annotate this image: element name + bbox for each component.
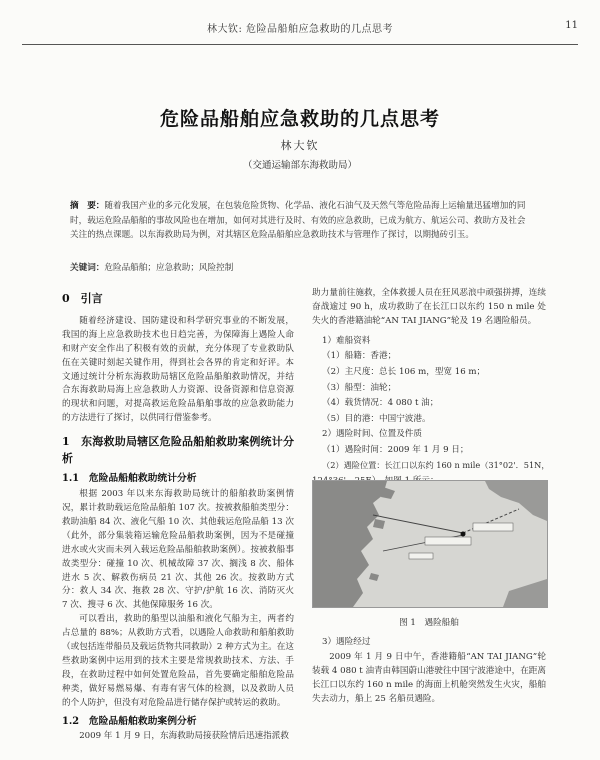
author: 林大钦 <box>280 139 320 152</box>
section-1-2-paragraph: 2009 年 1 月 9 日，东海救助局接获险情后迅速指派救 <box>79 731 289 742</box>
map-label-box <box>473 523 513 531</box>
section-1-heading: 1 东海救助局辖区危险品船舶救助案例统计分析 <box>62 435 294 466</box>
section-0-paragraph: 随着经济建设、国防建设和科学研究事业的不断发展，我国的海上应急救助技术也日趋完善，为保障海上遇险人命和财产安全作出了积极有效的贡献，充分体现了专业救助队伍在关键时刻起关键作用，得到社会各界的肯定和好评。本文通过统计分析东海救助局辖区危险品船舶救助情况，并结合东海救助局海上应急救助人力资源、设备资源和信息资源的现状和问题，对提高救运危险品船舶事故的应急救助能力的方法进行了探讨，以供同行借鉴参考。 <box>62 315 294 424</box>
right-column-bottom <box>312 636 546 707</box>
section-1-1-paragraph-1: 根据 2003 年以来东海救助局统计的船舶救助案例情况，累计救助载运危险品船舶 107 次。按被救船舶类型分：救助油船 84 次、液化气船 10 次、其他载运危险品船 13 次（此外，部分集装箱运输危险品船救助案例，因为不是碰撞进水或火灾而未列入载运危险品船舶救助案例）。按被救船事故类型分：碰撞 10 次、机械故障 37 次、搁浅 8 次、船体进水 5 次、解救伤病员 21 次、其他 26 次。按救助方式分：救人 34 次、拖救 28 次、守护/护航 16 次、消防灭火 7 次、搜寻 6 次、其他保障服务 16 次。 <box>62 489 294 611</box>
figure-1-caption: 图 1 遇险船舶 <box>399 618 459 628</box>
list-item: （2）遇险位置：长江口以东约 160 n mile（31°02'．51N， <box>322 460 550 471</box>
affiliation: （交通运输部东海救助局） <box>242 160 357 171</box>
section-3-paragraph: 2009 年 1 月 9 日中午，香港籍船“AN TAI JIANG”轮装载 4 080 t 油青由韩国蔚山港驶往中国宁波港途中，在距离长江口以东约 160 n mile 的海面上机舱突然发生火灾，船舶失去动力，船上 25 名船员遇险。 <box>312 651 546 704</box>
running-title: 林大钦: 危险品船舶应急救助的几点思考 <box>206 24 394 35</box>
left-column <box>62 292 294 744</box>
abstract-text: 随着我国产业的多元化发展，在包装危险货物、化学品、液化石油气及天然气等危险品海上运输量迅猛增加的同时，载运危险品船舶的事故风险也在增加，如何对其进行及时、有效的应急救助，已成为航方、航运公司、救助方及社会关注的热点课题。以东海救助局为例，对其辖区危险品船舶应急救助技术与管理作了探讨，以期抛砖引玉。 <box>70 201 526 241</box>
list-item: （4）载货情况：4 080 t 油； <box>322 398 439 409</box>
map-label-box <box>425 537 471 545</box>
list-item: （3）船型：油轮； <box>322 382 397 393</box>
header-rule <box>22 44 578 45</box>
keywords <box>70 261 532 273</box>
section-1-1-paragraph-2: 可以看出，救助的船型以油船和液化气船为主，两者约占总量的 88%；从救助方式看，以遇险人命救助和船舶救助（或包括连带船员及载运货物共同救助）2 种方式为主。在这些救助案例中运用到的技术主要是常规救助技术、方法、手段，在救助过程中如何处置危险品，首先要确定船舶危险品种类，做好易燃易爆、有毒有害气体的检测，以及救助人员的个人防护，但没有对危险品进行储存保护或转运的救助。 <box>62 614 294 708</box>
keywords-text: 危险品船舶；应急救助；风险控制 <box>104 263 234 273</box>
distress-position-marker <box>461 532 466 537</box>
section-1-2-heading: 1.2 危险品船舶救助案例分析 <box>62 715 197 727</box>
section-0-heading: 0 引言 <box>62 292 103 305</box>
list-item: （1）遇险时间：2009 年 1 月 9 日； <box>322 444 469 455</box>
list-item: （5）目的港：中国宁波港。 <box>322 413 431 424</box>
map-label-box <box>409 553 433 559</box>
list-item: （1）船籍：香港； <box>322 351 397 362</box>
page-number: 11 <box>565 20 578 31</box>
section-1-1-heading: 1.1 危险品船舶救助统计分析 <box>62 473 197 485</box>
map-graphic <box>313 481 547 607</box>
right-intro-paragraph: 助力量前往施救，全体救援人员在狂风恶浪中顽强拼搏，连续奋战逾过 90 h，成功救助了在长江口以东约 150 n mile 处失火的香港籍油轮“AN TAI JIANG”轮及 19 名遇险船员。 <box>312 288 546 326</box>
list-item: 2）遇险时间、位置及件质 <box>322 429 422 440</box>
abstract <box>70 199 532 243</box>
list-item: 1）难船资料 <box>322 335 371 346</box>
section-3-heading: 3）遇险经过 <box>322 637 371 647</box>
right-column-top <box>312 287 550 505</box>
list-item: （2）主尺度：总长 106 m，型宽 16 m； <box>322 366 486 377</box>
running-header <box>0 14 600 44</box>
figure-1-map <box>312 480 548 608</box>
abstract-label: 摘 要： <box>70 201 105 211</box>
keywords-label: 关键词： <box>70 263 105 273</box>
paper-title: 危险品船舶应急救助的几点思考 <box>159 108 440 130</box>
